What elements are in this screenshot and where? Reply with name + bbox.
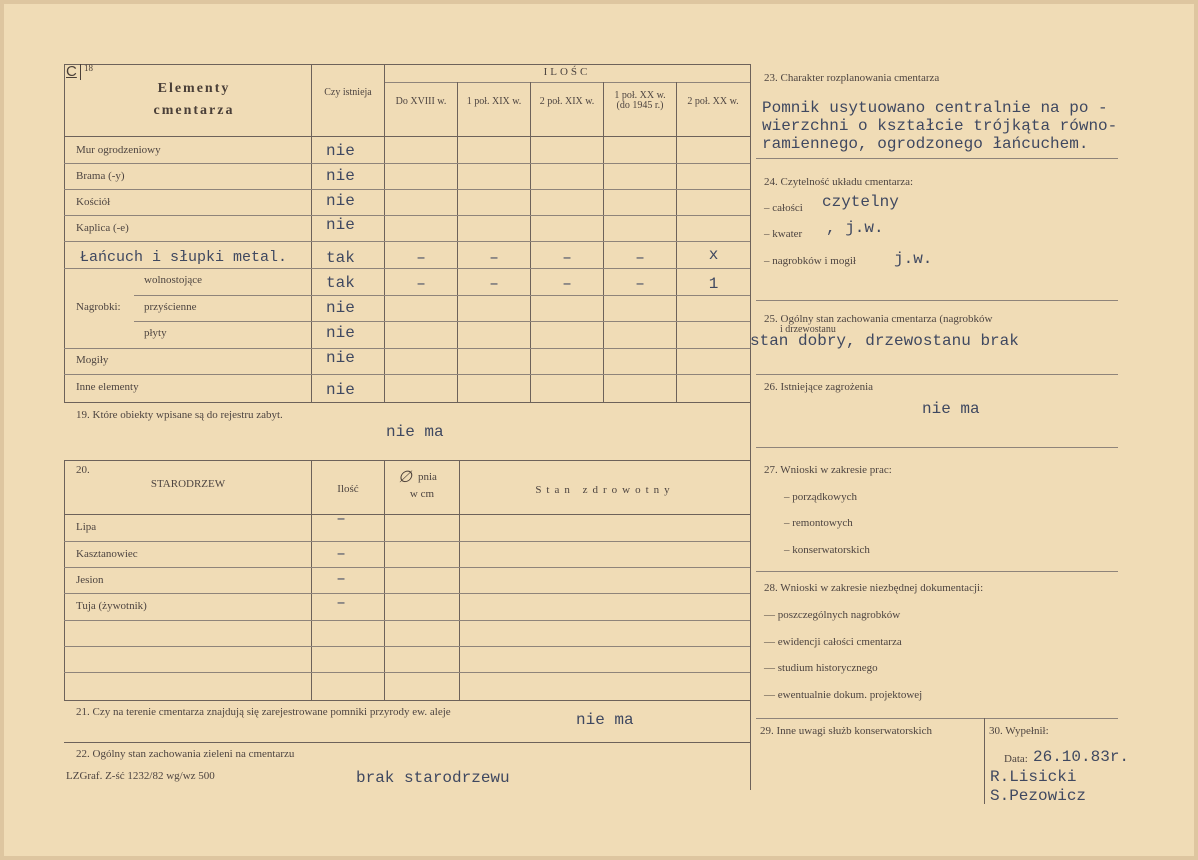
- exists-value: nie: [326, 167, 355, 185]
- tree-left-border: [64, 460, 65, 700]
- tree-name: Tuja (żywotnik): [76, 600, 147, 612]
- exists-value: nie: [326, 349, 355, 367]
- period-header: 1 poł. XIX w.: [466, 96, 522, 107]
- right-divider: [756, 374, 1118, 375]
- s22-label: 22. Ogólny stan zachowania zieleni na cmentarzu: [76, 748, 295, 760]
- exists-header: Czy istnieja: [324, 87, 372, 98]
- row-label: płyty: [144, 327, 167, 339]
- s23-line: ramiennego, ogrodzonego łańcuchem.: [762, 135, 1089, 153]
- s19-label: 19. Które obiekty wpisane są do rejestru zabyt.: [76, 409, 283, 421]
- s27-item: – porządkowych: [784, 491, 858, 503]
- s28-item: — poszczególnych nagrobków: [764, 609, 901, 621]
- ilosc-divider: [384, 82, 750, 83]
- s25-label: 25. Ogólny stan zachowania cmentarza (nagrobków: [764, 313, 993, 325]
- s28-item: — studium historycznego: [764, 662, 878, 674]
- row-label: Inne elementy: [76, 381, 139, 393]
- s30-name: R.Lisicki: [990, 768, 1077, 786]
- s30-label: 30. Wypełnił:: [989, 725, 1049, 737]
- exists-value: nie: [326, 142, 355, 160]
- row-divider: [134, 321, 750, 322]
- s24-value: j.w.: [894, 250, 933, 268]
- tree-qty: –: [336, 594, 346, 612]
- tree-qty: –: [336, 545, 346, 563]
- s20-label: 20.: [76, 464, 90, 476]
- col-divider: [384, 64, 385, 402]
- tree-col-divider: [384, 460, 385, 700]
- form-letter-bar: [80, 64, 81, 80]
- diameter-icon: ∅: [398, 469, 412, 486]
- s29-label: 29. Inne uwagi służb konserwatorskich: [760, 725, 932, 737]
- form-number: 18: [84, 63, 93, 73]
- s24-value: czytelny: [822, 193, 899, 211]
- row-label: Kościół: [76, 196, 111, 208]
- cell-value: –: [489, 275, 499, 293]
- row-label: wolnostojące: [144, 274, 203, 286]
- starodrzew-header: STARODRZEW: [150, 478, 226, 490]
- s26-value: nie ma: [922, 400, 980, 418]
- s24-item: – kwater: [764, 228, 803, 240]
- row-label-typed: Łańcuch i słupki metal.: [80, 249, 288, 266]
- pnia-header: pnia: [418, 471, 437, 483]
- cell-value: 1: [708, 275, 719, 293]
- tree-bottom-border: [64, 700, 750, 701]
- col-divider: [603, 82, 604, 402]
- cell-value: –: [416, 275, 426, 293]
- cell-value: –: [489, 249, 499, 267]
- cell-value: –: [562, 275, 572, 293]
- s25-label-2: i drzewostanu: [780, 324, 836, 335]
- right-col-divider: [984, 718, 985, 804]
- s28-label: 28. Wnioski w zakresie niezbędnej dokumentacji:: [764, 582, 984, 594]
- tree-row-divider: [64, 593, 750, 594]
- elements-title: Elementy: [157, 81, 231, 96]
- exists-value: nie: [326, 324, 355, 342]
- col-divider: [311, 64, 312, 402]
- row-label: Mogiły: [76, 354, 109, 366]
- s26-label: 26. Istniejące zagrożenia: [764, 381, 874, 393]
- s27-item: – remontowych: [784, 517, 853, 529]
- cell-value: –: [416, 249, 426, 267]
- stan-header: Stan zdrowotny: [535, 484, 675, 496]
- tree-name: Kasztanowiec: [76, 548, 138, 560]
- tree-qty-header: Ilość: [337, 483, 359, 495]
- tree-qty: –: [336, 570, 346, 588]
- print-footer: LZGraf. Z-ść 1232/82 wg/wz 500: [66, 770, 215, 782]
- s23-line: Pomnik usytuowano centralnie na po -: [762, 99, 1108, 117]
- ilosc-header: ILOŚC: [543, 66, 591, 78]
- s23-label: 23. Charakter rozplanowania cmentarza: [764, 72, 940, 84]
- exists-value: nie: [326, 381, 355, 399]
- s19-value: nie ma: [386, 423, 444, 441]
- section-divider: [64, 460, 750, 461]
- tree-row-divider: [64, 672, 750, 673]
- form-letter: C: [66, 63, 77, 80]
- tree-row-divider: [64, 620, 750, 621]
- s30-name: S.Pezowicz: [990, 787, 1087, 805]
- period-header: 2 poł. XX w.: [687, 96, 739, 107]
- tree-qty: –: [336, 510, 346, 528]
- row-divider: [134, 295, 750, 296]
- section-divider: [64, 742, 750, 743]
- right-divider: [756, 447, 1118, 448]
- elements-title-2: cmentarza: [153, 103, 235, 118]
- row-divider: [64, 189, 750, 190]
- tree-header-bottom: [64, 514, 750, 515]
- period-header: Do XVIII w.: [395, 96, 447, 107]
- cell-value: –: [562, 249, 572, 267]
- exists-value: nie: [326, 192, 355, 210]
- s28-item: — ewidencji całości cmentarza: [764, 636, 902, 648]
- tree-row-divider: [64, 541, 750, 542]
- row-divider: [64, 163, 750, 164]
- row-divider: [64, 374, 750, 375]
- s30-date-label: Data:: [1004, 753, 1028, 765]
- s30-date-value: 26.10.83r.: [1033, 748, 1130, 766]
- nagrobki-label: Nagrobki:: [76, 301, 121, 313]
- s21-label: 21. Czy na terenie cmentarza znajdują się zarejestrowane pomniki przyrody ew. aleje: [76, 706, 451, 718]
- row-divider: [64, 215, 750, 216]
- row-divider: [64, 241, 750, 242]
- exists-value: tak: [326, 249, 355, 267]
- s21-value: nie ma: [576, 711, 634, 729]
- right-divider: [756, 571, 1118, 572]
- tree-name: Lipa: [76, 521, 97, 533]
- table-top-border: [64, 64, 750, 65]
- row-label: przyścienne: [144, 301, 197, 313]
- row-divider: [64, 268, 750, 269]
- s23-line: wierzchni o kształcie trójkąta równo-: [762, 117, 1118, 135]
- row-label: Mur ogrodzeniowy: [76, 144, 161, 156]
- row-label: Brama (-y): [76, 170, 125, 182]
- pnia-unit: w cm: [409, 488, 435, 500]
- right-divider: [756, 718, 1118, 719]
- row-label: Kaplica (-e): [76, 222, 129, 234]
- s28-item: — ewentualnie dokum. projektowej: [764, 689, 923, 701]
- exists-value: tak: [326, 274, 355, 292]
- table-bottom-border: [64, 402, 750, 403]
- cell-value: x: [708, 246, 719, 264]
- s24-item: – nagrobków i mogił: [764, 255, 856, 267]
- tree-col-divider: [459, 460, 460, 700]
- tree-name: Jesion: [76, 574, 104, 586]
- s25-value: stan dobry, drzewostanu brak: [750, 332, 1019, 350]
- table-header-bottom: [64, 136, 750, 137]
- cell-value: –: [635, 275, 645, 293]
- right-divider: [756, 300, 1118, 301]
- center-divider: [750, 64, 751, 790]
- s27-item: – konserwatorskich: [784, 544, 870, 556]
- s27-label: 27. Wnioski w zakresie prac:: [764, 464, 892, 476]
- s24-item: – całości: [764, 202, 803, 214]
- table-left-border: [64, 64, 65, 402]
- period-header: 1 poł. XX w. (do 1945 r.): [614, 90, 666, 111]
- cell-value: –: [635, 249, 645, 267]
- col-divider: [457, 82, 458, 402]
- row-divider: [64, 348, 750, 349]
- exists-value: nie: [326, 216, 355, 234]
- period-header: 2 poł. XIX w.: [539, 96, 595, 107]
- s24-label: 24. Czytelność układu cmentarza:: [764, 176, 914, 188]
- right-divider: [756, 158, 1118, 159]
- exists-value: nie: [326, 299, 355, 317]
- s24-value: , j.w.: [826, 219, 884, 237]
- s22-value: brak starodrzewu: [356, 769, 510, 787]
- col-divider: [676, 82, 677, 402]
- tree-row-divider: [64, 646, 750, 647]
- col-divider: [530, 82, 531, 402]
- tree-row-divider: [64, 567, 750, 568]
